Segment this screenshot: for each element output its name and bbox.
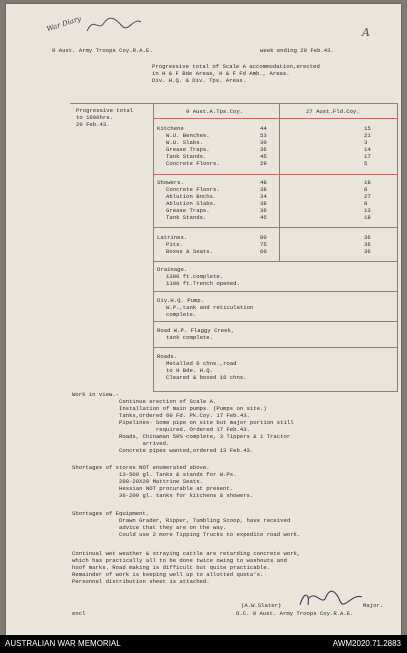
kitchens-col1-value: 44 [260, 125, 267, 132]
row-rule [153, 118, 398, 119]
table-left-label-3: 20 Feb.43. [76, 121, 110, 128]
showers-col2-value: 8 [364, 200, 368, 207]
kitchens-item: W.U. Benches. [166, 132, 210, 139]
work-in-view-line: Tanks,ordered 60 Fd. Pk.Coy. 17 Feb.43. [72, 412, 250, 419]
footer-accession-number: AWM2020.71.2883 [332, 639, 401, 648]
footer-institution: AUSTRALIAN WAR MEMORIAL [5, 639, 121, 648]
showers-col2-value: 8 [364, 186, 368, 193]
row-rule [153, 347, 398, 348]
showers-item: Showers. [157, 179, 184, 186]
subtitle-line-3: Div. H.Q. & Div. Tps. Areas. [152, 77, 246, 84]
stores-shortage-line: 36-200 gl. tanks for kitchens & showers. [72, 492, 254, 499]
signature-role: O.C. 9 Aust. Army Troops Coy.R.A.E. [236, 610, 354, 617]
showers-col1-value: 34 [260, 193, 267, 200]
stores-shortage-line: 200-20X20 Mattrine Seats. [72, 478, 203, 485]
week-ending: week ending 20 Feb.43. [260, 47, 334, 54]
kitchens-col2-value: 15 [364, 125, 371, 132]
kitchens-col2-value: 3 [364, 139, 368, 146]
table-left-label-1: Progressive total [76, 107, 134, 114]
showers-col1-value: 36 [260, 207, 267, 214]
latrines-col1-value: 75 [260, 241, 267, 248]
drainage-line: Drainage. [157, 266, 188, 273]
latrines-col2-value: 36 [364, 234, 371, 241]
latrines-col2-value: 36 [364, 248, 371, 255]
page-mark: A [362, 26, 370, 39]
kitchens-col2-value: 14 [364, 146, 371, 153]
showers-col2-value: 27 [364, 193, 371, 200]
unit-line: 9 Aust. Army Troops Coy.R.A.E. [52, 47, 153, 54]
row-rule [153, 321, 398, 322]
work-in-view-line: Concrete pipes wanted,ordered 13 Feb.43. [72, 447, 254, 454]
kitchens-col1-value: 36 [260, 146, 267, 153]
roads-line: Metalled 6 chns.,road [166, 360, 237, 367]
divhq-line: W.P.,tank and reticulation [166, 304, 254, 311]
row-rule [153, 291, 398, 292]
kitchens-item: Tank Stands. [166, 153, 207, 160]
roads-line: Roads. [157, 353, 178, 360]
signature-rank: Major. [363, 602, 384, 609]
equipment-shortage-line: Drawn Grader, Ripper, Tumbling Scoop, have received [72, 517, 291, 524]
kitchens-item: Concrete Floors. [166, 160, 220, 167]
stores-shortage-line: 13-500 gl. Tanks & stands for W.Ps. [72, 471, 237, 478]
latrines-item: Pits. [166, 241, 183, 248]
divhq-line: Div.H.Q. Pump. [157, 297, 204, 304]
divhq-line: complete. [166, 311, 197, 318]
roads-line: Cleared & boxed 16 chns. [166, 374, 247, 381]
showers-item: Grease Traps. [166, 207, 210, 214]
table-col-rule [279, 103, 280, 261]
work-in-view-line: required. Ordered 17 Feb.43. [72, 426, 250, 433]
road-line: tank complete. [166, 334, 213, 341]
latrines-col1-value: 60 [260, 248, 267, 255]
showers-col1-value: 48 [260, 179, 267, 186]
kitchens-item: W.U. Slabs. [166, 139, 203, 146]
drainage-line: 1100 ft.Trench opened. [166, 280, 240, 287]
work-in-view-line: Roads, Chinaman 50% complete, 3 Tippers & 1 Tractor [72, 433, 291, 440]
showers-col1-value: 38 [260, 200, 267, 207]
col1-header: 9 Aust.A.Tps.Coy. [186, 108, 244, 115]
table-top-rule [70, 103, 398, 104]
closing-line: hoof marks. Road making is difficult but quite practicable. [72, 564, 271, 571]
work-in-view-line: Installation of main pumps. (Pumps on site.) [72, 405, 267, 412]
showers-item: Tank Stands. [166, 214, 207, 221]
row-rule [153, 174, 398, 175]
enclosure-mark: encl [72, 610, 86, 617]
kitchens-col2-value: 21 [364, 132, 371, 139]
stores-shortage-line: Hessian NOT procurable at present. [72, 485, 234, 492]
kitchens-item: Grease Traps. [166, 146, 210, 153]
work-in-view-line: Work in view.- [72, 391, 119, 398]
handwritten-war-diary-note: War Diary [45, 14, 83, 34]
footer-bar [0, 635, 407, 653]
showers-col1-value: 45 [260, 214, 267, 221]
drainage-line: 1300 ft.complete. [166, 273, 224, 280]
showers-col1-value: 38 [260, 186, 267, 193]
handwritten-signature [296, 587, 366, 611]
kitchens-col1-value: 53 [260, 132, 267, 139]
document-page [6, 4, 401, 635]
kitchens-item: Kitchens [157, 125, 184, 132]
kitchens-col1-value: 30 [260, 139, 267, 146]
kitchens-col2-value: 17 [364, 153, 371, 160]
subtitle-line-1: Progressive total of Scale A accommodation,erected [152, 63, 320, 70]
work-in-view-line: Pipelines- Some pipe on site but major portion still [72, 419, 294, 426]
kitchens-col1-value: 45 [260, 153, 267, 160]
latrines-col2-value: 36 [364, 241, 371, 248]
row-rule [153, 261, 398, 262]
latrines-item: Latrines. [157, 234, 188, 241]
work-in-view-line: Continue erection of Scale A. [72, 398, 217, 405]
equipment-shortage-line: Shortages of Equipment. [72, 510, 150, 517]
latrines-col1-value: 80 [260, 234, 267, 241]
showers-col2-value: 18 [364, 214, 371, 221]
road-line: Road W.P. Flaggy Creek, [157, 327, 235, 334]
closing-line: Remainder of work is keeping well up to allotted quota's. [72, 571, 264, 578]
showers-item: Ablution Bnchs. [166, 193, 217, 200]
kitchens-col2-value: 5 [364, 160, 368, 167]
signature-name: (A.W.Slater) [241, 602, 282, 609]
showers-col2-value: 13 [364, 207, 371, 214]
equipment-shortage-line: Could use 2 more Tipping Trucks to expedite road work. [72, 531, 301, 538]
table-left-label-2: to 1800hrs. [76, 114, 113, 121]
closing-line: which has practically all to be done twice owing to washouts and [72, 557, 287, 564]
stores-shortage-line: Shortages of stores NOT enumerated above. [72, 464, 210, 471]
showers-col2-value: 18 [364, 179, 371, 186]
col2-header: 27 Aust.Fld.Coy. [306, 108, 360, 115]
equipment-shortage-line: advice that they are on the way. [72, 524, 227, 531]
latrines-item: Boxes & Seats. [166, 248, 213, 255]
handwritten-initials [84, 14, 144, 36]
closing-line: Personnel distribution sheet is attached. [72, 578, 210, 585]
subtitle-line-2: in H & F Bde Areas, H & F Fd Amb., Areas. [152, 70, 290, 77]
row-rule [153, 391, 398, 392]
kitchens-col1-value: 29 [260, 160, 267, 167]
work-in-view-line: arrived. [72, 440, 170, 447]
row-rule [153, 227, 398, 228]
closing-line: Continual wet weather & straying cattle are retarding concrete work, [72, 550, 301, 557]
roads-line: to H Bde. H.Q. [166, 367, 213, 374]
showers-item: Ablution Slabs. [166, 200, 217, 207]
showers-item: Concrete Floors. [166, 186, 220, 193]
